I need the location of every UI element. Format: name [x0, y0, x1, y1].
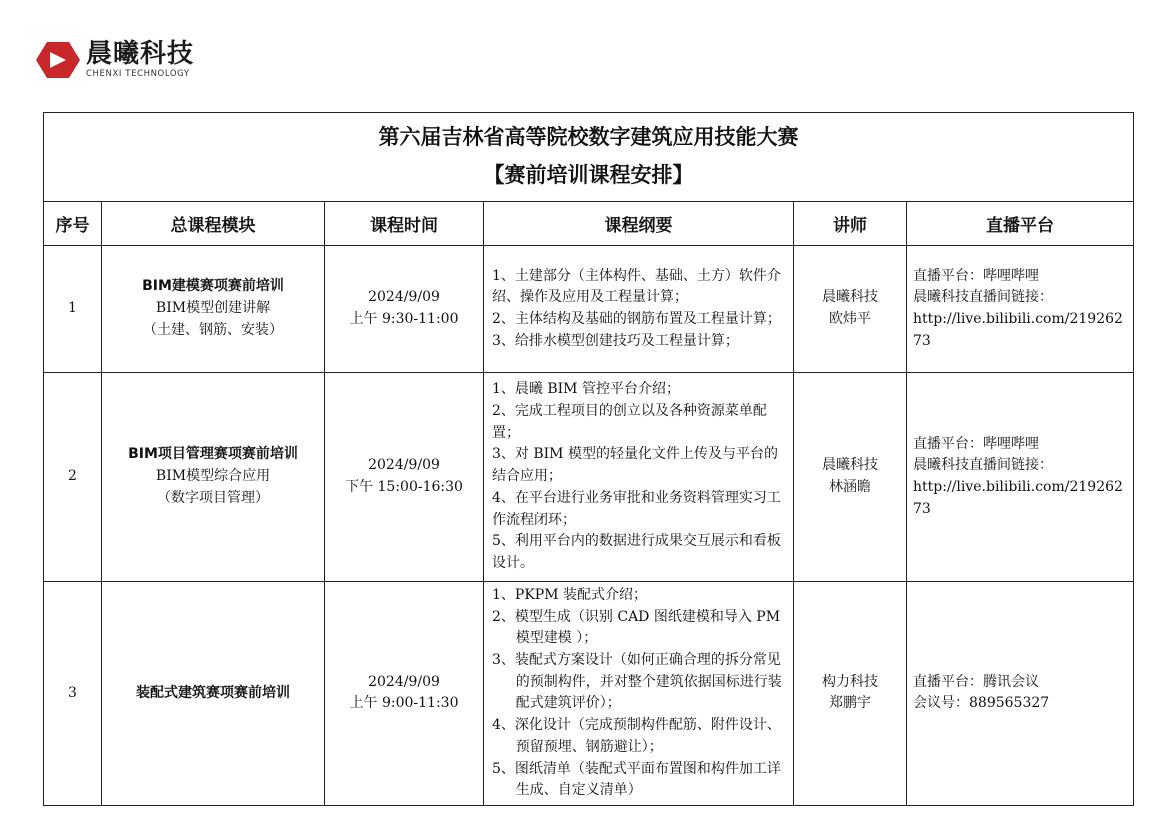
header-index: 序号: [44, 202, 102, 246]
platform-name: 直播平台：哔哩哔哩: [913, 267, 1039, 284]
syllabus-item: 1、晨曦 BIM 管控平台介绍；: [492, 381, 680, 398]
platform-name: 直播平台：腾讯会议: [913, 673, 1039, 690]
course-date: 2024/9/09: [368, 673, 440, 690]
row-time: [325, 246, 484, 373]
syllabus-item: 2、主体结构及基础的钢筋布置及工程量计算；: [492, 311, 781, 327]
row-time: [325, 373, 484, 582]
document-title: 第六届吉林省高等院校数字建筑应用技能大赛: [378, 125, 799, 150]
course-time: 上午 9:30-11:00: [349, 311, 459, 327]
header-platform: 直播平台: [907, 202, 1134, 246]
course-date: 2024/9/09: [368, 457, 440, 474]
row-index: 1: [44, 246, 102, 373]
row-syllabus: [484, 246, 794, 373]
syllabus-item: 1、土建部分（主体构件、基础、土方）软件介绍、操作及应用及工程量计算；: [492, 267, 781, 306]
module-title: BIM建模赛项赛前培训: [142, 278, 284, 295]
course-date: 2024/9/09: [368, 289, 440, 306]
lecturer-org: 晨曦科技: [822, 457, 878, 474]
header-time: 课程时间: [325, 202, 484, 246]
platform-link[interactable]: http://live.bilibili.com/21926273: [913, 479, 1123, 517]
syllabus-item: 5、利用平台内的数据进行成果交互展示和看板设计。: [492, 533, 781, 571]
table-row: [44, 373, 1134, 582]
syllabus-item: 2、完成工程项目的创立以及各种资源菜单配置；: [492, 403, 767, 441]
syllabus-item: 4、在平台进行业务审批和业务资料管理实习工作流程闭环；: [492, 489, 781, 528]
module-title: BIM项目管理赛项赛前培训: [128, 446, 298, 463]
row-lecturer: [794, 373, 907, 582]
lecturer-org: 晨曦科技: [822, 289, 878, 306]
row-lecturer: [794, 582, 907, 806]
document-subtitle: 【赛前培训课程安排】: [483, 163, 694, 187]
row-module: [102, 373, 325, 582]
course-time: 上午 9:00-11:30: [349, 695, 459, 712]
syllabus-item: 3、装配式方案设计（如何正确合理的拆分常见的预制构件，并对整个建筑依据国标进行装配式建筑评价）；: [492, 652, 782, 712]
header-row: [44, 202, 1134, 246]
row-time: [325, 582, 484, 806]
meeting-id: 会议号：889565327: [913, 695, 1050, 712]
platform-link[interactable]: http://live.bilibili.com/21926273: [913, 311, 1123, 349]
lecturer-name: 林涵瞻: [829, 479, 871, 495]
row-platform: [907, 373, 1134, 582]
header-syllabus: 课程纲要: [484, 202, 794, 246]
row-module: [102, 582, 325, 806]
row-syllabus: [484, 582, 794, 806]
syllabus-item: 2、模型生成（识别 CAD 图纸建模和导入 PM 模型建模 ）；: [492, 608, 781, 647]
course-time: 下午 15:00-16:30: [345, 479, 463, 495]
syllabus-item: 3、给排水模型创建技巧及工程量计算；: [492, 332, 739, 349]
row-syllabus: [484, 373, 794, 582]
module-scope: （数字项目管理）: [157, 489, 269, 506]
company-logo: [36, 40, 194, 80]
lecturer-name: 郑鹏宇: [829, 695, 871, 712]
platform-name: 直播平台：哔哩哔哩: [913, 435, 1039, 452]
syllabus-item: 5、图纸清单（装配式平面布置图和构件加工详生成、自定义清单）: [492, 760, 781, 799]
syllabus-item: 1、PKPM 装配式介绍；: [492, 587, 647, 603]
table-row: [44, 246, 1134, 373]
lecturer-org: 构力科技: [822, 673, 878, 690]
training-schedule-table: [43, 112, 1134, 806]
row-index: 3: [44, 582, 102, 806]
header-lecturer: 讲师: [794, 202, 907, 246]
module-title: 装配式建筑赛项赛前培训: [136, 684, 290, 701]
module-subtitle: BIM模型综合应用: [155, 468, 271, 485]
platform-link-label: 晨曦科技直播间链接：: [913, 457, 1053, 474]
row-platform: [907, 246, 1134, 373]
header-module: 总课程模块: [102, 202, 325, 246]
syllabus-item: 4、深化设计（完成预制构件配筋、附件设计、预留预埋、钢筋避让）；: [492, 717, 781, 755]
platform-link-label: 晨曦科技直播间链接：: [913, 289, 1053, 306]
row-platform: [907, 582, 1134, 806]
chenxi-logo-icon: [36, 40, 80, 80]
module-subtitle: BIM模型创建讲解: [155, 300, 271, 317]
syllabus-item: 3、对 BIM 模型的轻量化文件上传及与平台的结合应用；: [492, 446, 778, 485]
logo-name-cn: 晨曦科技: [86, 39, 195, 70]
module-scope: （土建、钢筋、安装）: [143, 321, 283, 338]
title-cell: [44, 113, 1134, 202]
logo-name-en: CHENXI TECHNOLOGY: [86, 69, 190, 80]
row-index: 2: [44, 373, 102, 582]
row-module: [102, 246, 325, 373]
table-row: [44, 582, 1134, 806]
row-lecturer: [794, 246, 907, 373]
lecturer-name: 欧炜平: [829, 311, 871, 327]
